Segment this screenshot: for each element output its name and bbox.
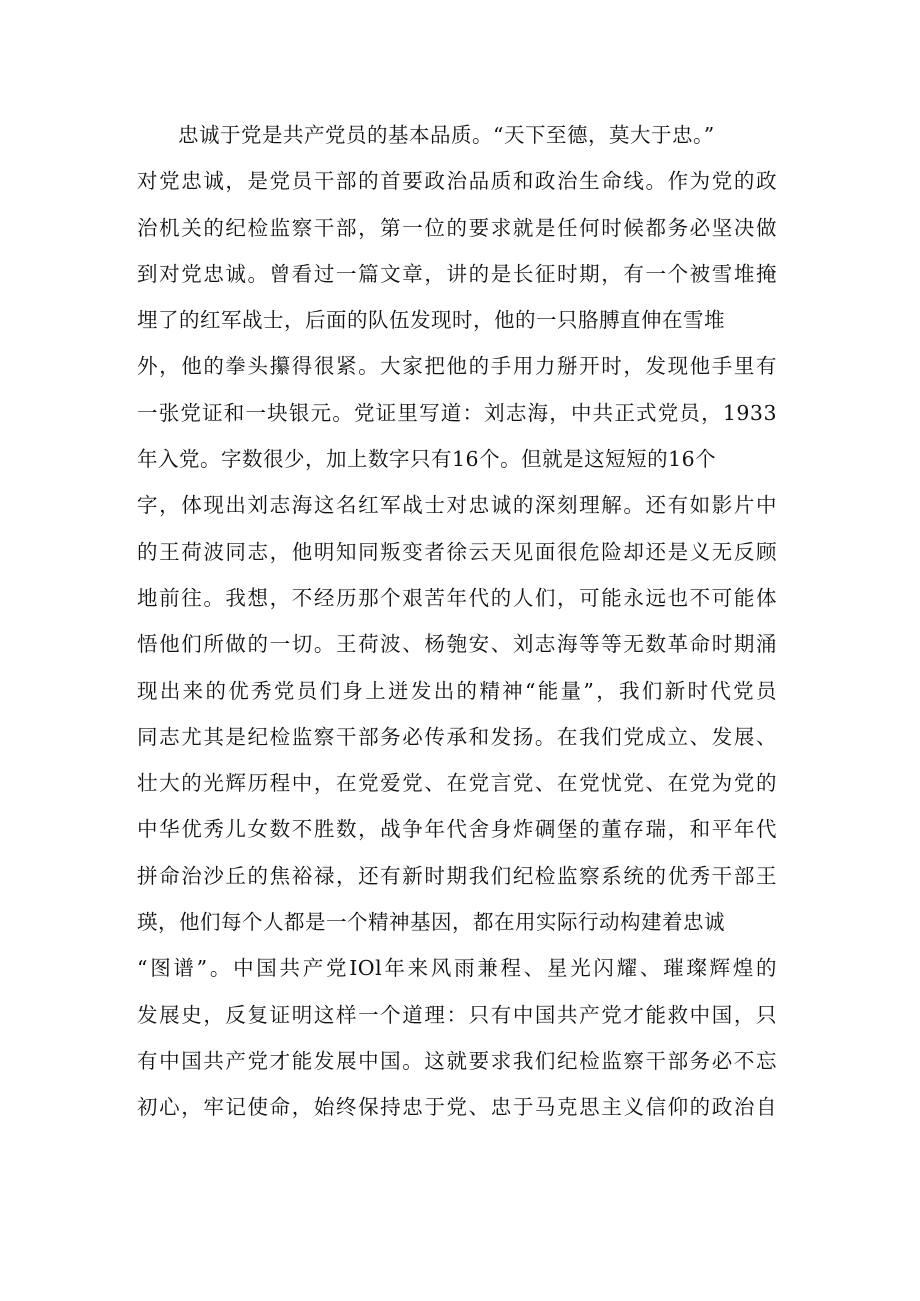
text-line: 地前往。我想，不经历那个艰苦年代的人们，可能永远也不可能体 [137, 585, 777, 610]
text-line: 发展史，反复证明这样一个道理：只有中国共产党才能救中国，只 [137, 1002, 777, 1027]
text-line: 治机关的纪检监察干部，第一位的要求就是任何时候都务必坚决做 [137, 215, 777, 240]
text-line: 有中国共产党才能发展中国。这就要求我们纪检监察干部务必不忘 [137, 1048, 777, 1073]
text-line: 对党忠诚，是党员干部的首要政治品质和政治生命线。作为党的政 [137, 169, 777, 194]
text-line: 悟他们所做的一切。王荷波、杨匏安、刘志海等等无数革命时期涌 [137, 632, 777, 657]
text-line: “图谱”。中国共产党IOl年来风雨兼程、星光闪耀、璀璨辉煌的 [137, 956, 777, 981]
text-line: 忠诚于党是共产党员的基本品质。“天下至德，莫大于忠。” [178, 123, 715, 147]
body-paragraph [137, 112, 777, 1131]
text-line: 外，他的拳头攥得很紧。大家把他的手用力掰开时，发现他手里有 [137, 354, 777, 379]
text-line: 初心，牢记使命，始终保持忠于党、忠于马克思主义信仰的政治自 [137, 1095, 777, 1120]
text-line: 瑛，他们每个人都是一个精神基因，都在用实际行动构建着忠诚 [137, 910, 725, 935]
text-line: 拼命治沙丘的焦裕禄，还有新时期我们纪检监察系统的优秀干部王 [137, 863, 777, 888]
text-line: 埋了的红军战士，后面的队伍发现时，他的一只胳膊直伸在雪堆 [137, 308, 725, 333]
text-line: 同志尤其是纪检监察干部务必传承和发扬。在我们党成立、发展、 [137, 724, 777, 749]
text-line: 年入党。字数很少，加上数字只有16个。但就是这短短的16个 [137, 447, 717, 472]
text-line: 到对党忠诚。曾看过一篇文章，讲的是长征时期，有一个被雪堆掩 [137, 261, 777, 286]
text-line: 的王荷波同志，他明知同叛变者徐云天见面很危险却还是义无反顾 [137, 539, 777, 564]
text-line: 字，体现出刘志海这名红军战士对忠诚的深刻理解。还有如影片中 [137, 493, 777, 518]
text-line: 壮大的光辉历程中，在党爱党、在党言党、在党忧党、在党为党的 [137, 771, 777, 796]
text-line: 现出来的优秀党员们身上迸发出的精神“能量”，我们新时代党员 [137, 678, 777, 703]
text-line: 一张党证和一块银元。党证里写道：刘志海，中共正式党员，1933 [137, 400, 777, 425]
text-line: 中华优秀儿女数不胜数，战争年代舍身炸碉堡的董存瑞，和平年代 [137, 817, 777, 842]
